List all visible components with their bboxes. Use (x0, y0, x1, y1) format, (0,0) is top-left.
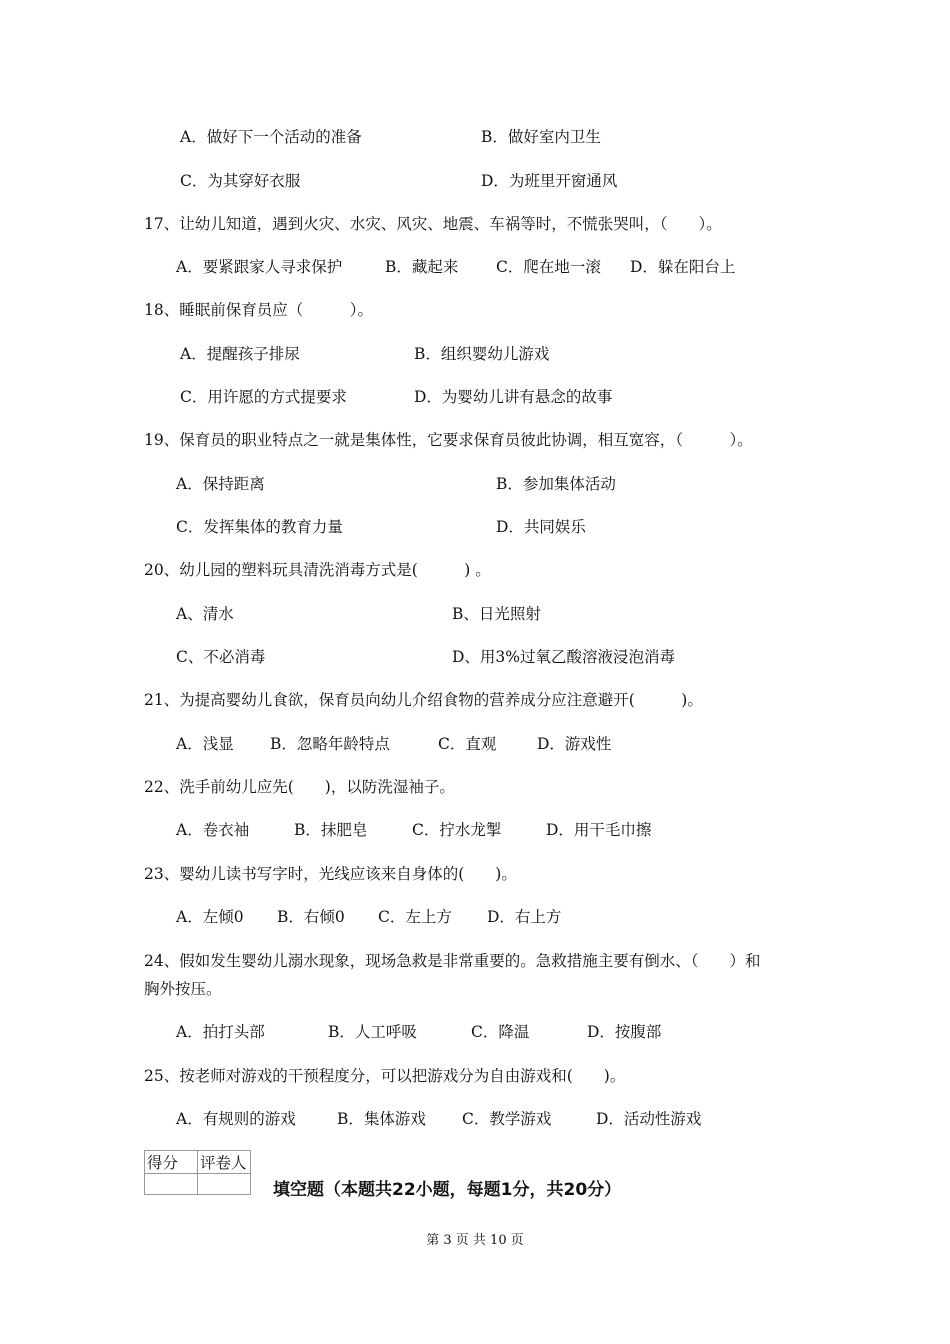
section-title: 填空题（本题共22小题，每题1分，共20分） (273, 1180, 622, 1200)
q22-option-a: A．卷衣袖 (176, 821, 250, 839)
q20-stem: 20、幼儿园的塑料玩具清洗消毒方式是( ) 。 (144, 561, 491, 579)
q25-option-d: D．活动性游戏 (596, 1110, 702, 1128)
q19-option-a: A．保持距离 (176, 475, 265, 493)
q25-option-b: B．集体游戏 (337, 1110, 426, 1128)
q19-option-d: D．共同娱乐 (496, 518, 586, 536)
q18-stem: 18、睡眠前保育员应（ ）。 (144, 301, 373, 319)
q20-option-b: B、日光照射 (452, 605, 541, 623)
q25-option-c: C．教学游戏 (462, 1110, 552, 1128)
q19-stem: 19、保育员的职业特点之一就是集体性，它要求保育员彼此协调，相互宽容，（ ）。 (144, 431, 753, 449)
q24-stem-line2: 胸外按压。 (144, 980, 222, 998)
grader-cell (198, 1174, 251, 1195)
q22-option-d: D．用干毛巾擦 (546, 821, 652, 839)
score-table (144, 1150, 251, 1195)
q17-option-b: B．藏起来 (385, 258, 459, 276)
q21-stem: 21、为提高婴幼儿食欲，保育员向幼儿介绍食物的营养成分应注意避开( )。 (144, 691, 703, 709)
q23-option-a: A．左倾0 (176, 908, 244, 926)
q16-option-b: B．做好室内卫生 (481, 128, 601, 146)
q17-option-a: A．要紧跟家人寻求保护 (176, 258, 343, 276)
q24-option-c: C．降温 (471, 1023, 530, 1041)
q22-stem: 22、洗手前幼儿应先( )，以防洗湿袖子。 (144, 778, 455, 796)
q23-stem: 23、婴幼儿读书写字时，光线应该来自身体的( )。 (144, 865, 517, 883)
q22-option-c: C．拧水龙掣 (412, 821, 502, 839)
q22-option-b: B．抹肥皂 (294, 821, 368, 839)
q19-option-c: C．发挥集体的教育力量 (176, 518, 343, 536)
q16-option-a: A．做好下一个活动的准备 (180, 128, 362, 146)
q24-option-d: D．按腹部 (587, 1023, 662, 1041)
q25-option-a: A．有规则的游戏 (176, 1110, 296, 1128)
grader-header: 评卷人 (198, 1151, 251, 1174)
q18-option-b: B．组织婴幼儿游戏 (414, 345, 550, 363)
q17-option-c: C．爬在地一滚 (496, 258, 601, 276)
score-cell (145, 1174, 198, 1195)
page-footer: 第 3 页 共 10 页 (426, 1233, 524, 1248)
q21-option-c: C．直观 (438, 735, 497, 753)
q24-stem-line1: 24、假如发生婴幼儿溺水现象，现场急救是非常重要的。急救措施主要有倒水、（ ）和 (144, 952, 761, 970)
score-header: 得分 (145, 1151, 198, 1174)
q23-option-b: B．右倾0 (277, 908, 345, 926)
q23-option-c: C．左上方 (378, 908, 452, 926)
q21-option-b: B．忽略年龄特点 (270, 735, 390, 753)
q24-option-b: B．人工呼吸 (328, 1023, 417, 1041)
q17-stem: 17、让幼儿知道，遇到火灾、水灾、风灾、地震、车祸等时，不慌张哭叫，（ ）。 (144, 215, 722, 233)
q18-option-a: A．提醒孩子排尿 (180, 345, 300, 363)
q17-option-d: D．躲在阳台上 (630, 258, 736, 276)
q24-option-a: A．拍打头部 (176, 1023, 265, 1041)
q20-option-a: A、清水 (176, 605, 234, 623)
q18-option-c: C．用许愿的方式提要求 (180, 388, 347, 406)
q23-option-d: D．右上方 (487, 908, 562, 926)
q20-option-c: C、不必消毒 (176, 648, 266, 666)
q19-option-b: B．参加集体活动 (496, 475, 616, 493)
q25-stem: 25、按老师对游戏的干预程度分，可以把游戏分为自由游戏和( )。 (144, 1067, 626, 1085)
q16-option-d: D．为班里开窗通风 (481, 172, 618, 190)
q16-option-c: C．为其穿好衣服 (180, 172, 301, 190)
q21-option-d: D．游戏性 (537, 735, 612, 753)
q21-option-a: A．浅显 (176, 735, 234, 753)
q20-option-d: D、用3%过氧乙酸溶液浸泡消毒 (452, 648, 676, 666)
q18-option-d: D．为婴幼儿讲有悬念的故事 (414, 388, 613, 406)
